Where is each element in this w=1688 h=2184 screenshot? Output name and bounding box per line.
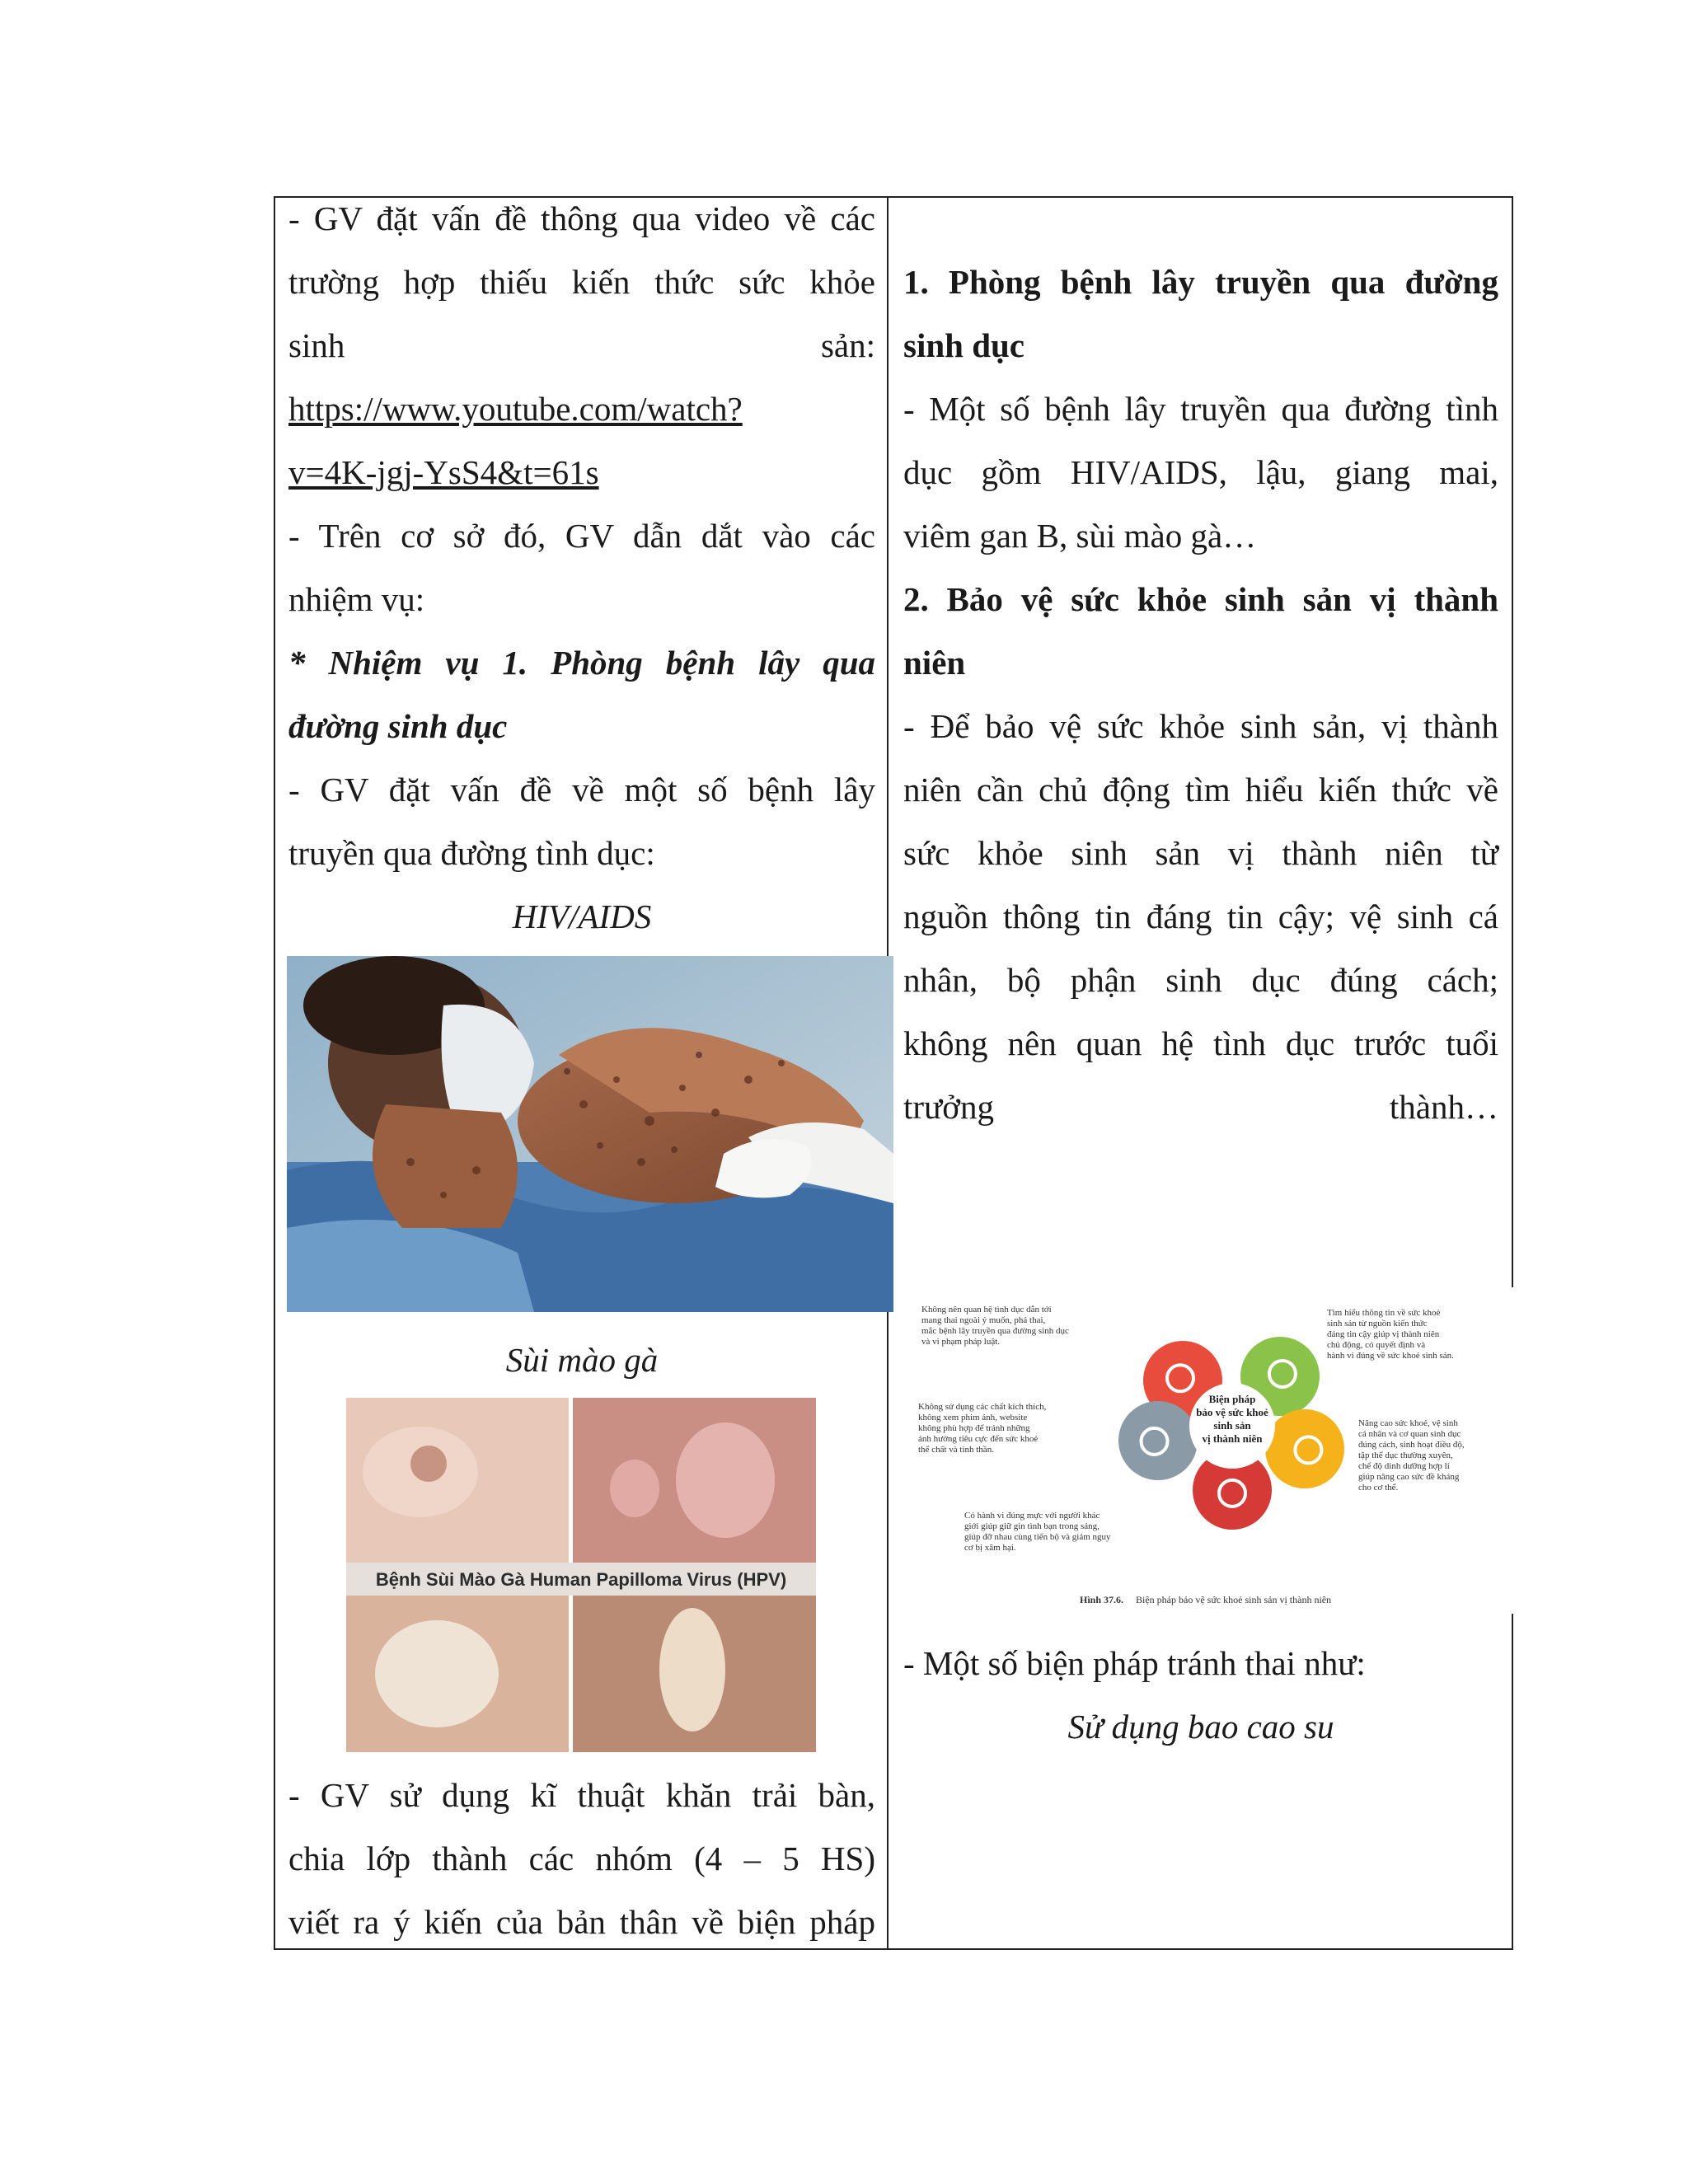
infographic-caption-text: Biện pháp bảo vệ sức khoẻ sinh sản vị thành niên — [1136, 1594, 1332, 1605]
info-text-mid-right-2: cá nhân và cơ quan sinh dục — [1358, 1429, 1461, 1439]
text-line: - Một số biện pháp tránh thai như: — [903, 1644, 1366, 1682]
caption-hiv: HIV/AIDS — [512, 898, 652, 935]
text-line: viêm gan B, sùi mào gà… — [903, 517, 1257, 555]
info-text-bottom-3: giúp đỡ nhau cùng tiến bộ và giảm nguy — [964, 1532, 1111, 1542]
info-text-mid-right-3: đúng cách, sinh hoạt điều độ, — [1358, 1440, 1465, 1450]
text-line: trường hợp thiếu kiến thức sức khỏe — [288, 263, 875, 301]
info-text-mid-right-5: chế độ dinh dưỡng hợp lí — [1358, 1461, 1450, 1471]
teacher-activities-bottom — [288, 1764, 875, 1954]
text-line: chia lớp thành các nhóm (4 – 5 HS) — [288, 1840, 875, 1877]
info-text-mid-right-4: tập thể dục thường xuyên, — [1358, 1451, 1453, 1460]
video-link-part2[interactable]: v=4K-jgj-YsS4&t=61s — [288, 453, 599, 491]
hpv-collage-photo — [346, 1398, 816, 1752]
center-label-1: Biện pháp — [1208, 1393, 1256, 1405]
text-line: sức khỏe sinh sản vị thành niên từ — [903, 834, 1498, 872]
info-text-mid-right-7: cho cơ thể. — [1358, 1483, 1399, 1493]
text-line: nhiệm vụ: — [288, 580, 425, 618]
info-text-top-right-4: chủ động, có quyết định và — [1327, 1340, 1426, 1350]
section-heading-1-cont: sinh dục — [903, 326, 1025, 364]
caption-condom: Sử dụng bao cao su — [1067, 1708, 1334, 1746]
text-line: nhân, bộ phận sinh dục đúng cách; — [903, 961, 1498, 999]
center-label-2: bảo vệ sức khoẻ — [1196, 1406, 1268, 1418]
text-line: niên cần chủ động tìm hiểu kiến thức về — [903, 771, 1498, 808]
petal-no-stimulants — [1118, 1401, 1198, 1480]
lesson-content-column — [903, 187, 1498, 1139]
table-border-left — [274, 198, 275, 1948]
info-text-top-right-1: Tìm hiểu thông tin về sức khoẻ — [1327, 1308, 1441, 1318]
info-text-top-left-3: mắc bệnh lây truyền qua đường sinh dục — [921, 1326, 1069, 1336]
info-text-top-left-2: mang thai ngoài ý muốn, phá thai, — [921, 1315, 1046, 1325]
text-line: dục gồm HIV/AIDS, lậu, giang mai, — [903, 453, 1498, 491]
text-line: - GV đặt vấn đề thông qua video về các — [288, 199, 875, 237]
info-text-mid-left-2: không xem phim ảnh, website — [918, 1413, 1028, 1422]
info-text-mid-left-3: không phù hợp để tránh những — [918, 1423, 1030, 1433]
text-line: không nên quan hệ tình dục trước tuổi — [903, 1024, 1498, 1062]
info-text-bottom-4: cơ bị xâm hại. — [964, 1543, 1016, 1553]
text-line: viết ra ý kiến của bản thân về biện pháp — [288, 1903, 875, 1941]
hiv-patient-photo — [287, 956, 893, 1312]
text-line: - Để bảo vệ sức khỏe sinh sản, vị thành — [903, 707, 1498, 745]
text-line: - GV sử dụng kĩ thuật khăn trải bàn, — [288, 1776, 875, 1814]
task-heading: * Nhiệm vụ 1. Phòng bệnh lây qua — [288, 644, 875, 682]
text-line: truyền qua đường tình dục: — [288, 834, 655, 872]
text-line — [903, 1076, 1498, 1139]
text-line — [288, 314, 875, 377]
info-text-mid-right-6: giúp nâng cao sức đề kháng — [1358, 1472, 1460, 1482]
infographic-caption-label: Hình 37.6. — [1080, 1594, 1124, 1605]
table-border-right-bottom — [1512, 1614, 1513, 1948]
text-word: thành… — [1389, 1088, 1498, 1126]
table-border-right-top — [1512, 198, 1513, 1287]
spacer — [903, 187, 1498, 251]
text-line: - Một số bệnh lây truyền qua đường tình — [903, 390, 1498, 428]
task-heading: đường sinh dục — [288, 707, 508, 745]
teacher-activities-column — [288, 187, 875, 949]
info-text-top-right-2: sinh sản từ nguồn kiến thức — [1327, 1319, 1428, 1329]
info-text-top-right-5: hành vi đúng về sức khoẻ sinh sản. — [1327, 1351, 1454, 1361]
info-text-mid-right-1: Nâng cao sức khoẻ, vệ sinh — [1358, 1418, 1458, 1428]
info-text-mid-left-1: Không sử dụng các chất kích thích, — [918, 1402, 1047, 1412]
center-label-4: vị thành niên — [1202, 1432, 1263, 1445]
hiv-photo-illustration — [287, 956, 893, 1312]
infographic-svg — [915, 1286, 1508, 1615]
hpv-banner-text: Bệnh Sùi Mào Gà Human Papilloma Virus (HPV) — [375, 1569, 787, 1590]
caption-hpv: Sùi mào gà — [505, 1341, 659, 1379]
info-text-top-left-4: và vi phạm pháp luật. — [921, 1337, 1001, 1347]
info-text-bottom-2: giới giúp giữ gìn tình bạn trong sáng, — [964, 1521, 1100, 1531]
section-heading-2: 2. Bảo vệ sức khỏe sinh sản vị thành — [903, 580, 1498, 618]
contraception-section — [903, 1632, 1498, 1759]
infographic-reproductive-health — [915, 1286, 1508, 1615]
hpv-collage-illustration — [346, 1398, 816, 1752]
text-word: sản: — [820, 326, 875, 364]
text-line: - GV đặt vấn đề về một số bệnh lây — [288, 771, 875, 808]
center-label-3: sinh sản — [1213, 1419, 1251, 1432]
text-word: trưởng — [903, 1088, 994, 1126]
section-heading-1: 1. Phòng bệnh lây truyền qua đường — [903, 263, 1498, 301]
text-line: - Trên cơ sở đó, GV dẫn dắt vào các — [288, 517, 875, 555]
text-line: nguồn thông tin đáng tin cậy; vệ sinh cá — [903, 898, 1498, 935]
info-text-mid-left-4: ảnh hưởng tiêu cực đến sức khoẻ — [918, 1434, 1039, 1444]
section-heading-2-cont: niên — [903, 644, 966, 682]
info-text-top-right-3: đáng tin cậy giúp vị thành niên — [1327, 1329, 1440, 1339]
info-text-top-left-1: Không nên quan hệ tình dục dẫn tới — [921, 1305, 1052, 1315]
info-text-bottom-1: Có hành vi đúng mực với người khác — [964, 1511, 1100, 1521]
petal-health — [1265, 1409, 1344, 1488]
video-link-part1[interactable]: https://www.youtube.com/watch? — [288, 390, 743, 428]
caption-hpv-wrap — [288, 1329, 875, 1392]
text-word: sinh — [288, 326, 345, 364]
info-text-mid-left-5: thể chất và tinh thần. — [918, 1445, 994, 1455]
